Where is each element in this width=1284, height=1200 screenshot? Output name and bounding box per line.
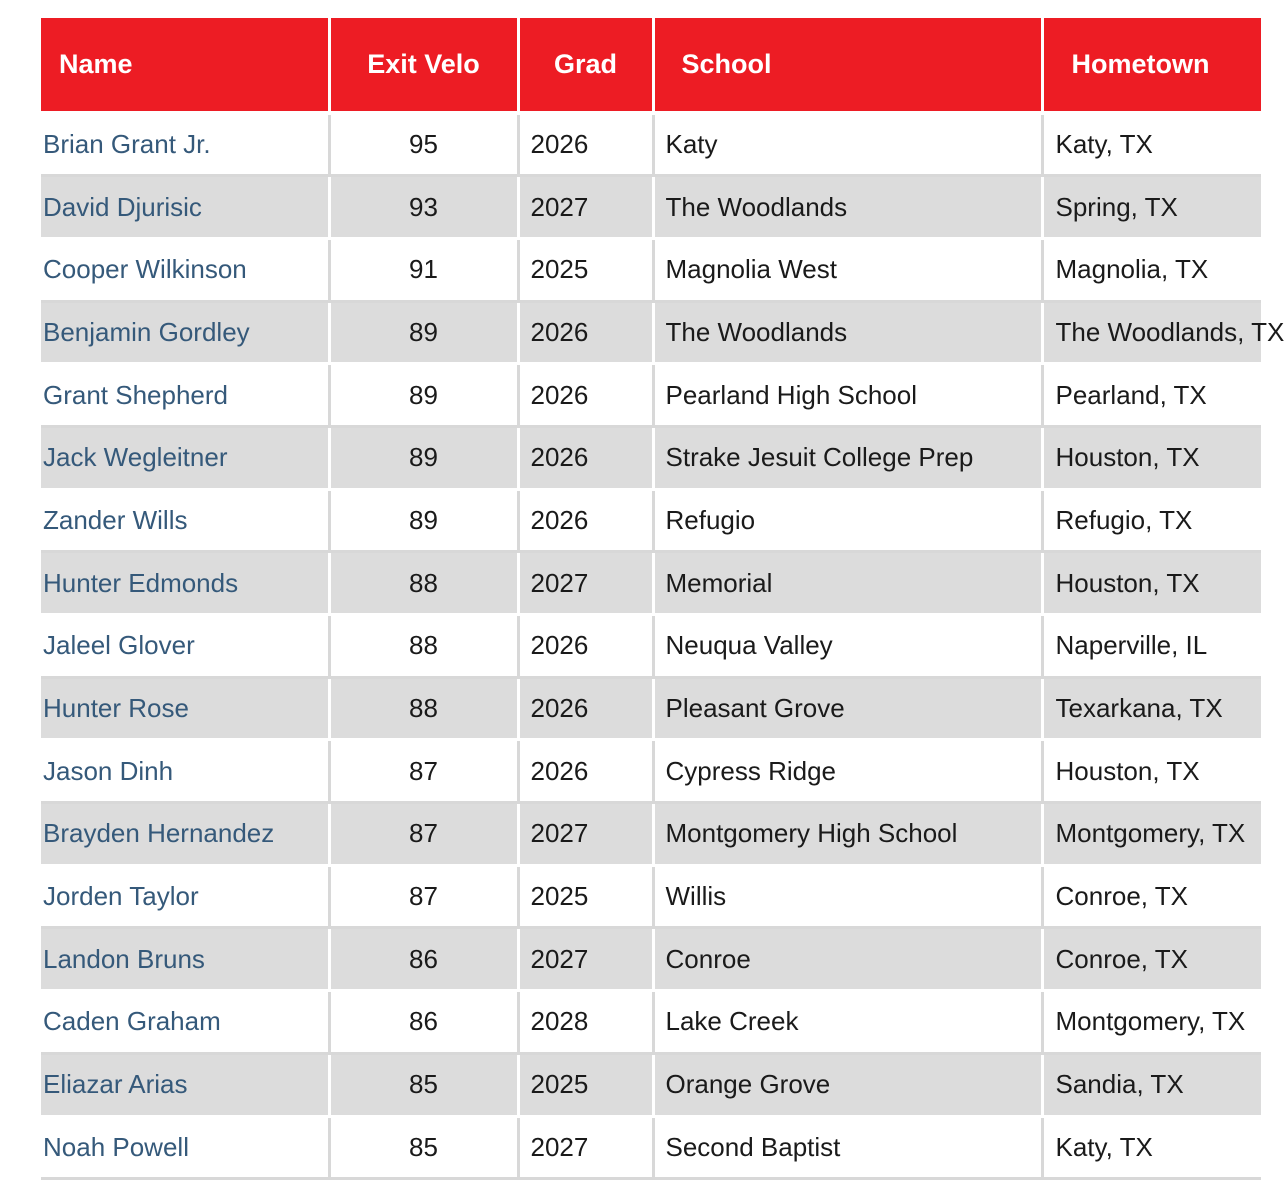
hometown-cell: Spring, TX <box>1042 176 1261 239</box>
exit-velo-cell: 87 <box>329 740 518 803</box>
hometown-cell: Katy, TX <box>1042 113 1261 176</box>
hometown-cell: Refugio, TX <box>1042 489 1261 552</box>
exit-velo-cell: 91 <box>329 238 518 301</box>
exit-velo-cell: 89 <box>329 301 518 364</box>
player-name-link[interactable]: Jaleel Glover <box>41 615 329 678</box>
exit-velo-cell: 89 <box>329 489 518 552</box>
grad-year-cell: 2026 <box>518 740 653 803</box>
player-name-link[interactable]: Noah Powell <box>41 1116 329 1179</box>
exit-velo-cell: 95 <box>329 113 518 176</box>
exit-velo-cell: 87 <box>329 865 518 928</box>
school-cell: Conroe <box>653 928 1042 991</box>
table-row <box>41 552 1261 615</box>
hometown-cell: Magnolia, TX <box>1042 238 1261 301</box>
column-header-exit-velo[interactable]: Exit Velo <box>329 18 518 113</box>
player-name-link[interactable]: Brayden Hernandez <box>41 803 329 866</box>
exit-velo-table-container <box>41 18 1284 1182</box>
grad-year-cell: 2027 <box>518 803 653 866</box>
player-name-link[interactable]: Brian Grant Jr. <box>41 113 329 176</box>
hometown-cell: Houston, TX <box>1042 552 1261 615</box>
player-name-link[interactable]: Jack Wegleitner <box>41 426 329 489</box>
player-name-link[interactable]: Cooper Wilkinson <box>41 238 329 301</box>
grad-year-cell: 2027 <box>518 1116 653 1179</box>
hometown-cell: Texarkana, TX <box>1042 677 1261 740</box>
exit-velo-cell: 88 <box>329 677 518 740</box>
table-row <box>41 865 1261 928</box>
school-cell: Orange Grove <box>653 1053 1042 1116</box>
school-cell: The Woodlands <box>653 176 1042 239</box>
school-cell: Katy <box>653 113 1042 176</box>
player-name-link[interactable]: Hunter Edmonds <box>41 552 329 615</box>
exit-velo-cell: 88 <box>329 552 518 615</box>
grad-year-cell: 2026 <box>518 426 653 489</box>
school-cell: Willis <box>653 865 1042 928</box>
school-cell: Pearland High School <box>653 364 1042 427</box>
school-cell: Second Baptist <box>653 1116 1042 1179</box>
table-row <box>41 1116 1261 1179</box>
exit-velo-cell: 85 <box>329 1116 518 1179</box>
grad-year-cell: 2027 <box>518 176 653 239</box>
school-cell: The Woodlands <box>653 301 1042 364</box>
grad-year-cell: 2026 <box>518 615 653 678</box>
grad-year-cell: 2027 <box>518 928 653 991</box>
school-cell: Montgomery High School <box>653 803 1042 866</box>
player-name-link[interactable]: Benjamin Gordley <box>41 301 329 364</box>
grad-year-cell: 2026 <box>518 301 653 364</box>
table-row <box>41 238 1261 301</box>
table-row <box>41 991 1261 1054</box>
school-cell: Neuqua Valley <box>653 615 1042 678</box>
table-row <box>41 301 1261 364</box>
grad-year-cell: 2026 <box>518 113 653 176</box>
grad-year-cell: 2026 <box>518 677 653 740</box>
table-row <box>41 677 1261 740</box>
player-name-link[interactable]: Eliazar Arias <box>41 1053 329 1116</box>
school-cell: Strake Jesuit College Prep <box>653 426 1042 489</box>
table-header <box>41 18 1261 113</box>
player-name-link[interactable]: Landon Bruns <box>41 928 329 991</box>
table-row <box>41 740 1261 803</box>
school-cell: Cypress Ridge <box>653 740 1042 803</box>
player-name-link[interactable]: Hunter Rose <box>41 677 329 740</box>
grad-year-cell: 2028 <box>518 991 653 1054</box>
column-header-name[interactable]: Name <box>41 18 329 113</box>
grad-year-cell: 2025 <box>518 1053 653 1116</box>
exit-velo-cell: 86 <box>329 991 518 1054</box>
player-name-link[interactable]: David Djurisic <box>41 176 329 239</box>
exit-velo-cell: 86 <box>329 928 518 991</box>
table-row <box>41 113 1261 176</box>
table-row <box>41 364 1261 427</box>
hometown-cell: Houston, TX <box>1042 426 1261 489</box>
hometown-cell: Montgomery, TX <box>1042 803 1261 866</box>
grad-year-cell: 2025 <box>518 238 653 301</box>
table-row <box>41 615 1261 678</box>
table-row <box>41 928 1261 991</box>
player-name-link[interactable]: Jorden Taylor <box>41 865 329 928</box>
player-name-link[interactable]: Grant Shepherd <box>41 364 329 427</box>
table-row <box>41 426 1261 489</box>
hometown-cell: Conroe, TX <box>1042 928 1261 991</box>
school-cell: Refugio <box>653 489 1042 552</box>
table-row <box>41 803 1261 866</box>
table-body <box>41 113 1284 1179</box>
column-header-school[interactable]: School <box>653 18 1042 113</box>
exit-velo-table <box>41 18 1284 1180</box>
header-row <box>41 18 1261 113</box>
school-cell: Memorial <box>653 552 1042 615</box>
grad-year-cell: 2025 <box>518 865 653 928</box>
exit-velo-cell: 87 <box>329 803 518 866</box>
column-header-hometown[interactable]: Hometown <box>1042 18 1261 113</box>
player-name-link[interactable]: Caden Graham <box>41 991 329 1054</box>
school-cell: Magnolia West <box>653 238 1042 301</box>
school-cell: Pleasant Grove <box>653 677 1042 740</box>
hometown-cell: Montgomery, TX <box>1042 991 1261 1054</box>
grad-year-cell: 2026 <box>518 489 653 552</box>
table-row <box>41 1053 1261 1116</box>
exit-velo-cell: 89 <box>329 426 518 489</box>
exit-velo-cell: 89 <box>329 364 518 427</box>
hometown-cell: Houston, TX <box>1042 740 1261 803</box>
hometown-cell: The Woodlands, TX <box>1042 301 1261 364</box>
hometown-cell: Pearland, TX <box>1042 364 1261 427</box>
hometown-cell: Naperville, IL <box>1042 615 1261 678</box>
table-row <box>41 176 1261 239</box>
exit-velo-cell: 85 <box>329 1053 518 1116</box>
table-row <box>41 489 1261 552</box>
hometown-cell: Conroe, TX <box>1042 865 1261 928</box>
exit-velo-cell: 93 <box>329 176 518 239</box>
hometown-cell: Sandia, TX <box>1042 1053 1261 1116</box>
player-name-link[interactable]: Jason Dinh <box>41 740 329 803</box>
player-name-link[interactable]: Zander Wills <box>41 489 329 552</box>
grad-year-cell: 2027 <box>518 552 653 615</box>
school-cell: Lake Creek <box>653 991 1042 1054</box>
grad-year-cell: 2026 <box>518 364 653 427</box>
exit-velo-cell: 88 <box>329 615 518 678</box>
hometown-cell: Katy, TX <box>1042 1116 1261 1179</box>
column-header-grad[interactable]: Grad <box>518 18 653 113</box>
